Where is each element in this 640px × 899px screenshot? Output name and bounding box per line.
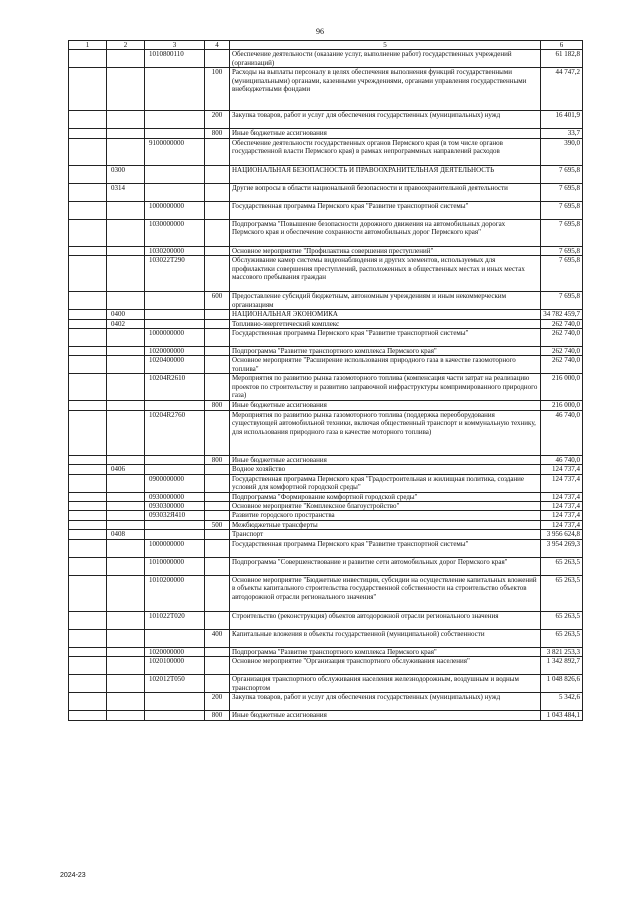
col4-expense-type [205, 50, 230, 68]
table-row [69, 657, 583, 675]
col4-expense-type: 100 [205, 68, 230, 111]
col5-description: Межбюджетные трансферты [230, 520, 541, 529]
col2-section-code [107, 256, 145, 292]
col5-description: Водное хозяйство [230, 465, 541, 474]
col6-amount: 7 695,8 [541, 256, 583, 292]
col6-amount: 7 695,8 [541, 246, 583, 255]
col1-cell [69, 319, 107, 328]
col2-section-code [107, 138, 145, 165]
col2-section-code [107, 511, 145, 520]
col6-amount: 44 747,2 [541, 68, 583, 111]
col5-description: Организация транспортного обслуживания населения железнодорожным, воздушным и водным транспортом [230, 675, 541, 693]
col2-section-code [107, 711, 145, 720]
col3-target-code: 1000000000 [145, 539, 205, 557]
col5-description: Закупка товаров, работ и услуг для обеспечения государственных (муниципальных) нужд [230, 111, 541, 129]
col2-section-code [107, 647, 145, 656]
col3-target-code [145, 693, 205, 711]
col4-expense-type [205, 647, 230, 656]
table-row [69, 374, 583, 401]
col2-section-code [107, 657, 145, 675]
col2-section-code [107, 675, 145, 693]
col5-description: Подпрограмма "Формирование комфортной городской среды" [230, 492, 541, 501]
col1-cell [69, 575, 107, 611]
col5-description: НАЦИОНАЛЬНАЯ БЕЗОПАСНОСТЬ И ПРАВООХРАНИТЕЛЬНАЯ ДЕЯТЕЛЬНОСТЬ [230, 165, 541, 183]
col4-expense-type [205, 356, 230, 374]
col4-expense-type [205, 256, 230, 292]
col5-description: Обеспечение деятельности (оказание услуг, выполнение работ) государственных учреждений (организаций) [230, 50, 541, 68]
col4-expense-type: 400 [205, 629, 230, 647]
col6-amount: 390,0 [541, 138, 583, 165]
col2-section-code: 0406 [107, 465, 145, 474]
col3-target-code: 101022Т020 [145, 611, 205, 629]
table-row [69, 50, 583, 68]
col4-expense-type [205, 675, 230, 693]
col3-target-code [145, 111, 205, 129]
col5-description: Другие вопросы в области национальной безопасности и правоохранительной деятельности [230, 183, 541, 201]
col2-section-code [107, 347, 145, 356]
col2-section-code [107, 520, 145, 529]
col1-cell [69, 410, 107, 455]
col6-amount: 262 740,0 [541, 329, 583, 347]
table-row [69, 310, 583, 319]
col6-amount: 7 695,8 [541, 165, 583, 183]
col4-expense-type [205, 539, 230, 557]
col5-description: Обслуживание камер системы видеонаблюдения и других элементов, используемых для профилактики совершения преступлений, расположенных в общественных местах и иных местах массового пребывания граждан [230, 256, 541, 292]
col4-expense-type [205, 474, 230, 492]
col4-expense-type [205, 165, 230, 183]
col3-target-code: 0930000000 [145, 492, 205, 501]
col1-cell [69, 111, 107, 129]
col5-description: Мероприятия по развитию рынка газомоторного топлива (поддержка переоборудования существующей автомобильной техники, включая общественный транспорт и коммунальную технику, для использования природного газа в качестве моторного топлива) [230, 410, 541, 455]
document-code: 2024-23 [60, 872, 86, 879]
col5-description: Развитие городского пространства [230, 511, 541, 520]
col1-cell [69, 183, 107, 201]
column-number-row [69, 41, 583, 50]
col6-amount: 65 263,5 [541, 557, 583, 575]
col5-description: Подпрограмма "Развитие транспортного комплекса Пермского края" [230, 347, 541, 356]
column-number: 6 [541, 41, 583, 50]
col3-target-code: 10204R2760 [145, 410, 205, 455]
col2-section-code [107, 455, 145, 464]
col2-section-code [107, 68, 145, 111]
col6-amount: 3 954 269,3 [541, 539, 583, 557]
col5-description: Основное мероприятие "Организация транспортного обслуживания населения" [230, 657, 541, 675]
col2-section-code: 0300 [107, 165, 145, 183]
col3-target-code: 102012T050 [145, 675, 205, 693]
col5-description: Подпрограмма "Совершенствование и развитие сети автомобильных дорог Пермского края" [230, 557, 541, 575]
table-row [69, 319, 583, 328]
col3-target-code: 9100000000 [145, 138, 205, 165]
table-row [69, 138, 583, 165]
table-row [69, 557, 583, 575]
col2-section-code: 0402 [107, 319, 145, 328]
col3-target-code: 1030200000 [145, 246, 205, 255]
table-row [69, 219, 583, 246]
col5-description: Закупка товаров, работ и услуг для обеспечения государственных (муниципальных) нужд [230, 693, 541, 711]
col6-amount: 7 695,8 [541, 183, 583, 201]
col5-description: Строительство (реконструкция) объектов автодорожной отрасли регионального значения [230, 611, 541, 629]
col5-description: Капитальные вложения в объекты государственной (муниципальной) собственности [230, 629, 541, 647]
col6-amount: 65 263,5 [541, 611, 583, 629]
col6-amount: 262 740,0 [541, 347, 583, 356]
col2-section-code: 0314 [107, 183, 145, 201]
table-row [69, 111, 583, 129]
col5-description: Расходы на выплаты персоналу в целях обеспечения выполнения функций государственными (муниципальными) органами, казенными учреждениями, органами управления государственными внебюджетными фондами [230, 68, 541, 111]
col3-target-code: 1030000000 [145, 219, 205, 246]
col3-target-code [145, 310, 205, 319]
col1-cell [69, 611, 107, 629]
col5-description: Мероприятия по развитию рынка газомоторного топлива (компенсация части затрат на реализацию проектов по строительству и развитию заправочной инфраструктуры компримированного природного газа) [230, 374, 541, 401]
col5-description: Транспорт [230, 530, 541, 539]
col1-cell [69, 657, 107, 675]
col1-cell [69, 492, 107, 501]
col3-target-code [145, 455, 205, 464]
col3-target-code: 1020000000 [145, 347, 205, 356]
table-row [69, 410, 583, 455]
col2-section-code [107, 246, 145, 255]
col5-description: Обеспечение деятельности государственных органов Пермского края (в том числе органов государственной власти Пермского края) в рамках непрограммных направлений расходов [230, 138, 541, 165]
table-row [69, 256, 583, 292]
col5-description: Государственная программа Пермского края "Развитие транспортной системы" [230, 539, 541, 557]
col1-cell [69, 629, 107, 647]
col6-amount: 124 737,4 [541, 465, 583, 474]
col4-expense-type [205, 511, 230, 520]
col1-cell [69, 374, 107, 401]
col6-amount: 7 695,8 [541, 201, 583, 219]
col4-expense-type [205, 502, 230, 511]
table-row [69, 511, 583, 520]
col3-target-code: 1000000000 [145, 201, 205, 219]
table-row [69, 129, 583, 138]
col5-description: Иные бюджетные ассигнования [230, 711, 541, 720]
col6-amount: 216 000,0 [541, 401, 583, 410]
col4-expense-type [205, 611, 230, 629]
col3-target-code: 10204R2610 [145, 374, 205, 401]
col6-amount: 65 263,5 [541, 575, 583, 611]
col1-cell [69, 693, 107, 711]
col4-expense-type [205, 329, 230, 347]
col4-expense-type [205, 557, 230, 575]
col4-expense-type [205, 575, 230, 611]
col6-amount: 124 737,4 [541, 511, 583, 520]
col1-cell [69, 502, 107, 511]
col3-target-code [145, 520, 205, 529]
col3-target-code [145, 319, 205, 328]
col5-description: Основное мероприятие "Профилактика совершения преступлений" [230, 246, 541, 255]
col1-cell [69, 675, 107, 693]
col1-cell [69, 356, 107, 374]
col6-amount: 5 342,6 [541, 693, 583, 711]
col1-cell [69, 455, 107, 464]
table-row [69, 329, 583, 347]
col3-target-code [145, 401, 205, 410]
col6-amount: 46 740,0 [541, 410, 583, 455]
col2-section-code [107, 502, 145, 511]
col5-description: Подпрограмма "Развитие транспортного комплекса Пермского края" [230, 647, 541, 656]
col1-cell [69, 329, 107, 347]
col5-description: Топливно-энергетический комплекс [230, 319, 541, 328]
col6-amount: 65 263,5 [541, 629, 583, 647]
col3-target-code: 1020000000 [145, 647, 205, 656]
col2-section-code [107, 219, 145, 246]
col2-section-code: 0408 [107, 530, 145, 539]
col5-description: Подпрограмма "Повышение безопасности дорожного движения на автомобильных дорогах Пермского края и обеспечение сохранности автомобильных дорог Пермского края" [230, 219, 541, 246]
col4-expense-type: 600 [205, 292, 230, 310]
col1-cell [69, 256, 107, 292]
col2-section-code [107, 292, 145, 310]
column-number: 3 [145, 41, 205, 50]
col6-amount: 216 000,0 [541, 374, 583, 401]
col5-description: Государственная программа Пермского края "Градостроительная и жилищная политика, создание условий для комфортной городской среды" [230, 474, 541, 492]
col6-amount: 33,7 [541, 129, 583, 138]
col3-target-code: 1020400000 [145, 356, 205, 374]
col2-section-code [107, 111, 145, 129]
col5-description: Основное мероприятие "Комплексное благоустройство" [230, 502, 541, 511]
col1-cell [69, 511, 107, 520]
col3-target-code [145, 165, 205, 183]
table-row [69, 292, 583, 310]
col3-target-code [145, 68, 205, 111]
col3-target-code: 0900000000 [145, 474, 205, 492]
col1-cell [69, 68, 107, 111]
col4-expense-type [205, 465, 230, 474]
col3-target-code: 1010200000 [145, 575, 205, 611]
table-row [69, 502, 583, 511]
col3-target-code [145, 465, 205, 474]
table-row [69, 347, 583, 356]
col1-cell [69, 201, 107, 219]
col1-cell [69, 711, 107, 720]
table-row [69, 629, 583, 647]
col2-section-code [107, 356, 145, 374]
col1-cell [69, 246, 107, 255]
col3-target-code: 093032Я410 [145, 511, 205, 520]
col1-cell [69, 347, 107, 356]
col3-target-code [145, 530, 205, 539]
table-row [69, 693, 583, 711]
table-row [69, 455, 583, 464]
col1-cell [69, 292, 107, 310]
table-row [69, 474, 583, 492]
column-number: 4 [205, 41, 230, 50]
col6-amount: 16 401,9 [541, 111, 583, 129]
table-row [69, 401, 583, 410]
col4-expense-type [205, 310, 230, 319]
col2-section-code [107, 539, 145, 557]
col1-cell [69, 474, 107, 492]
col1-cell [69, 138, 107, 165]
col4-expense-type [205, 347, 230, 356]
table-row [69, 711, 583, 720]
col4-expense-type: 800 [205, 129, 230, 138]
col2-section-code [107, 557, 145, 575]
table-row [69, 246, 583, 255]
col6-amount: 124 737,4 [541, 502, 583, 511]
col4-expense-type [205, 319, 230, 328]
col4-expense-type [205, 246, 230, 255]
col2-section-code [107, 575, 145, 611]
col4-expense-type [205, 530, 230, 539]
col2-section-code [107, 129, 145, 138]
col4-expense-type [205, 138, 230, 165]
col4-expense-type: 500 [205, 520, 230, 529]
column-number: 2 [107, 41, 145, 50]
table-row [69, 165, 583, 183]
col1-cell [69, 219, 107, 246]
col3-target-code: 1010000000 [145, 557, 205, 575]
col5-description: Государственная программа Пермского края "Развитие транспортной системы" [230, 201, 541, 219]
page-number: 96 [316, 27, 324, 36]
col6-amount: 1 048 826,6 [541, 675, 583, 693]
col3-target-code: 1020100000 [145, 657, 205, 675]
col4-expense-type: 200 [205, 693, 230, 711]
col5-description: Иные бюджетные ассигнования [230, 455, 541, 464]
budget-table [68, 40, 583, 721]
table-row [69, 675, 583, 693]
col5-description: НАЦИОНАЛЬНАЯ ЭКОНОМИКА [230, 310, 541, 319]
col1-cell [69, 520, 107, 529]
col5-description: Иные бюджетные ассигнования [230, 401, 541, 410]
table-row [69, 575, 583, 611]
col2-section-code [107, 629, 145, 647]
table-row [69, 539, 583, 557]
col6-amount: 3 956 624,8 [541, 530, 583, 539]
col6-amount: 61 182,8 [541, 50, 583, 68]
col1-cell [69, 129, 107, 138]
col6-amount: 1 342 892,7 [541, 657, 583, 675]
col5-description: Государственная программа Пермского края "Развитие транспортной системы" [230, 329, 541, 347]
col2-section-code [107, 201, 145, 219]
col3-target-code: 103022T290 [145, 256, 205, 292]
col4-expense-type [205, 183, 230, 201]
table-row [69, 183, 583, 201]
col2-section-code: 0400 [107, 310, 145, 319]
col6-amount: 124 737,4 [541, 520, 583, 529]
col2-section-code [107, 401, 145, 410]
col3-target-code: 0930300000 [145, 502, 205, 511]
col3-target-code [145, 292, 205, 310]
table-row [69, 465, 583, 474]
col6-amount: 7 695,8 [541, 219, 583, 246]
col5-description: Основное мероприятие "Расширение использования природного газа в качестве газомоторного топлива" [230, 356, 541, 374]
col4-expense-type: 800 [205, 455, 230, 464]
col6-amount: 34 782 459,7 [541, 310, 583, 319]
col2-section-code [107, 410, 145, 455]
col6-amount: 1 043 484,1 [541, 711, 583, 720]
col6-amount: 262 740,0 [541, 319, 583, 328]
col4-expense-type [205, 219, 230, 246]
col3-target-code [145, 629, 205, 647]
col4-expense-type: 200 [205, 111, 230, 129]
col6-amount: 3 821 253,3 [541, 647, 583, 656]
col3-target-code [145, 129, 205, 138]
col2-section-code [107, 50, 145, 68]
col1-cell [69, 50, 107, 68]
col2-section-code [107, 474, 145, 492]
col1-cell [69, 539, 107, 557]
col4-expense-type: 800 [205, 401, 230, 410]
table-row [69, 611, 583, 629]
col5-description: Предоставление субсидий бюджетным, автономным учреждениям и иным некоммерческим организациям [230, 292, 541, 310]
column-number: 5 [230, 41, 541, 50]
col4-expense-type [205, 492, 230, 501]
col3-target-code: 1010800110 [145, 50, 205, 68]
col6-amount: 124 737,4 [541, 474, 583, 492]
col2-section-code [107, 693, 145, 711]
col4-expense-type [205, 201, 230, 219]
col3-target-code [145, 711, 205, 720]
table-row [69, 647, 583, 656]
col6-amount: 7 695,8 [541, 292, 583, 310]
col4-expense-type [205, 410, 230, 455]
col1-cell [69, 165, 107, 183]
col6-amount: 46 740,0 [541, 455, 583, 464]
table-row [69, 530, 583, 539]
col5-description: Иные бюджетные ассигнования [230, 129, 541, 138]
col1-cell [69, 465, 107, 474]
table-row [69, 520, 583, 529]
col1-cell [69, 557, 107, 575]
col6-amount: 124 737,4 [541, 492, 583, 501]
col2-section-code [107, 374, 145, 401]
col2-section-code [107, 611, 145, 629]
col4-expense-type: 800 [205, 711, 230, 720]
col4-expense-type [205, 374, 230, 401]
col4-expense-type [205, 657, 230, 675]
table-row [69, 356, 583, 374]
col2-section-code [107, 492, 145, 501]
col1-cell [69, 310, 107, 319]
col3-target-code [145, 183, 205, 201]
col5-description: Основное мероприятие "Бюджетные инвестиции, субсидии на осуществление капитальных вложений в объекты капитального строительства государственной собственности на строительство объектов автодорожной отрасли регионального значения" [230, 575, 541, 611]
col1-cell [69, 401, 107, 410]
col6-amount: 262 740,0 [541, 356, 583, 374]
table-row [69, 68, 583, 111]
table-row [69, 201, 583, 219]
col3-target-code: 1000000000 [145, 329, 205, 347]
col1-cell [69, 530, 107, 539]
col2-section-code [107, 329, 145, 347]
table-row [69, 492, 583, 501]
col1-cell [69, 647, 107, 656]
column-number: 1 [69, 41, 107, 50]
